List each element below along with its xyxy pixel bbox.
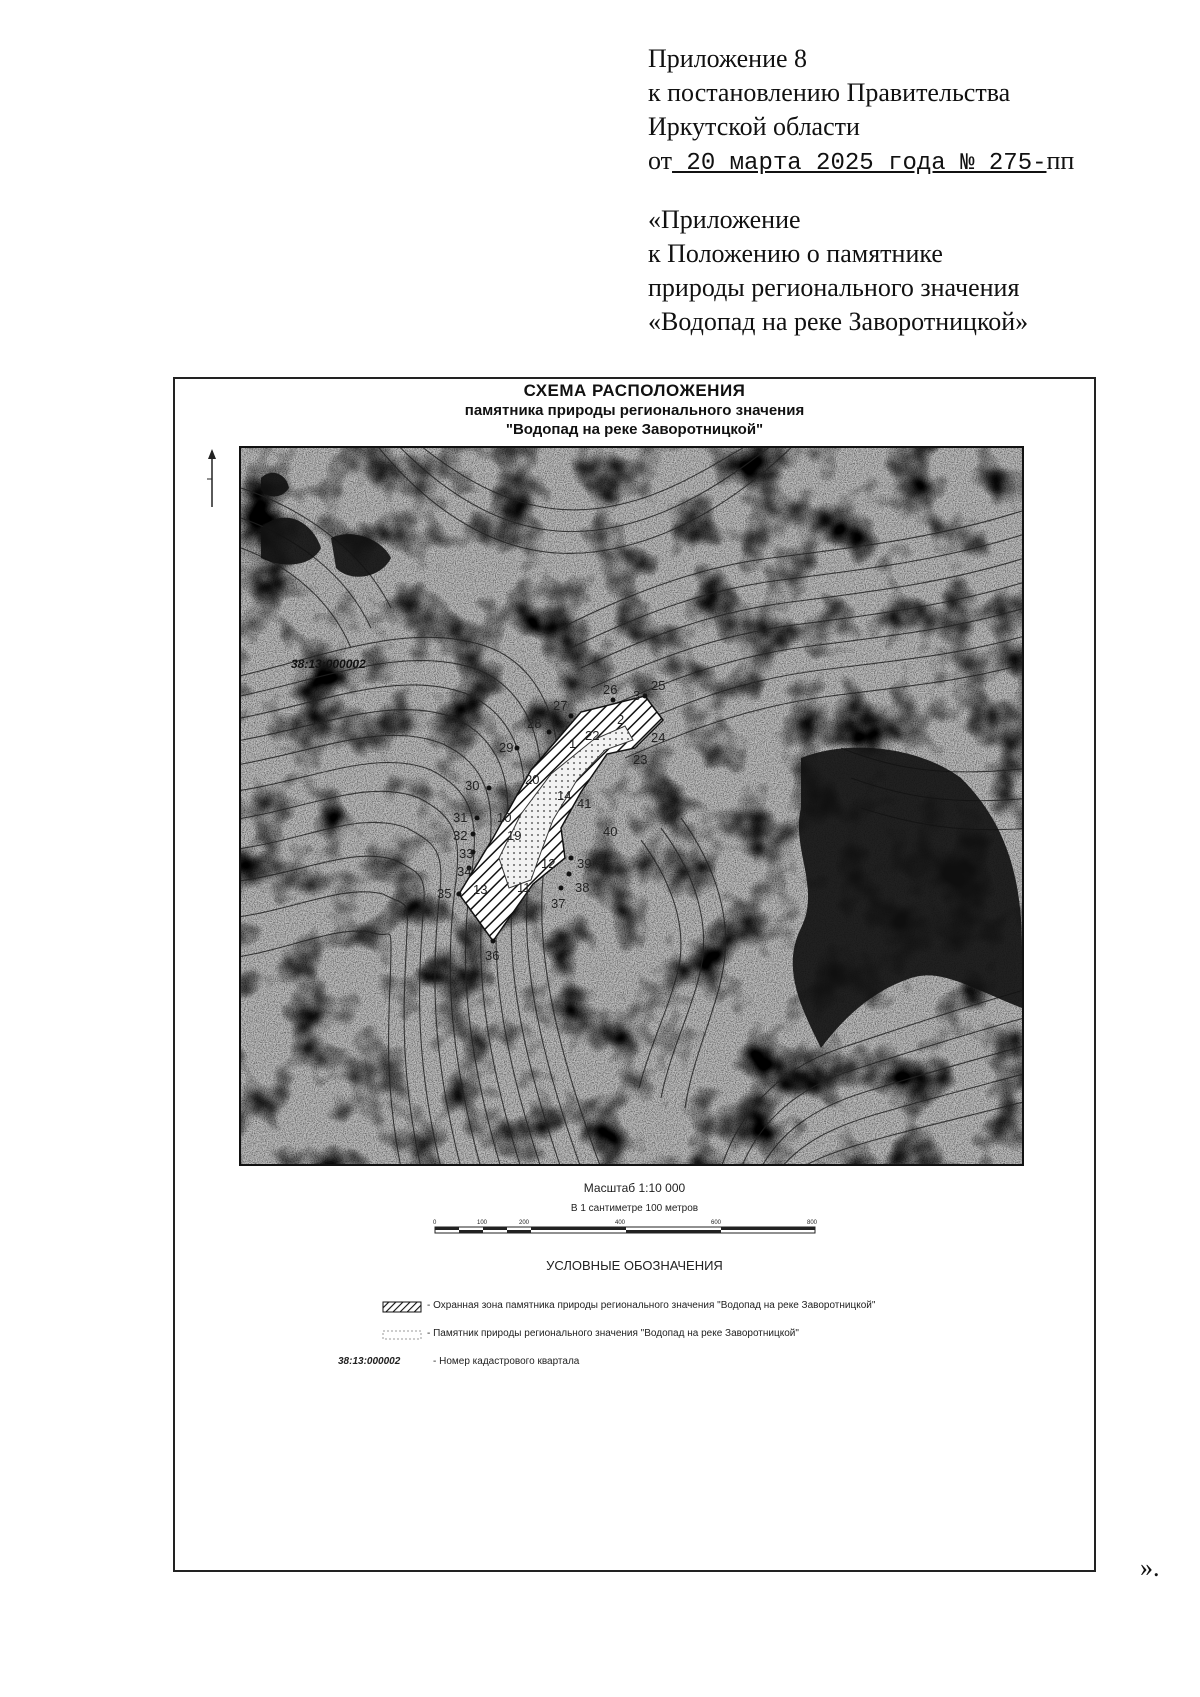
scale-bar: [433, 1217, 833, 1239]
svg-text:24: 24: [651, 730, 666, 745]
svg-text:13: 13: [473, 882, 488, 897]
svg-text:3: 3: [633, 688, 641, 703]
scheme-frame: [173, 377, 1096, 1572]
svg-text:10: 10: [497, 810, 512, 825]
resolution-date-line: [648, 144, 1074, 181]
svg-text:28: 28: [527, 716, 542, 731]
svg-text:30: 30: [465, 778, 480, 793]
region-name: Иркутской области: [648, 112, 860, 141]
svg-text:39: 39: [577, 856, 592, 871]
scale-title: Масштаб 1:10 000: [583, 1181, 686, 1195]
legend-title: УСЛОВНЫЕ ОБОЗНАЧЕНИЯ: [546, 1258, 723, 1273]
monument-name: «Водопад на реке Заворотницкой»: [648, 307, 1029, 336]
map-image: [241, 448, 1022, 1164]
svg-text:40: 40: [603, 824, 618, 839]
document-header: [648, 42, 1074, 339]
svg-text:32: 32: [453, 828, 468, 843]
svg-text:12: 12: [541, 856, 556, 871]
svg-text:22: 22: [585, 728, 600, 743]
svg-text:23: 23: [633, 752, 648, 767]
legend-cadastral: - Номер кадастрового квартала: [433, 1356, 580, 1367]
svg-text:20: 20: [525, 772, 540, 787]
protection-zone-swatch: [382, 1301, 422, 1313]
map-cadastral-label: 38:13:000002: [291, 657, 366, 671]
monument-category: природы регионального значения: [648, 273, 1020, 302]
svg-text:400: 400: [615, 1220, 626, 1226]
svg-text:100: 100: [477, 1220, 488, 1226]
topographic-map: [239, 446, 1024, 1166]
scheme-subtitle: памятника природы регионального значения: [464, 402, 805, 419]
svg-text:600: 600: [711, 1220, 722, 1226]
svg-text:31: 31: [453, 810, 468, 825]
svg-text:38: 38: [575, 880, 590, 895]
svg-text:2: 2: [617, 712, 625, 727]
svg-text:11: 11: [517, 880, 531, 895]
legend-cadastral-code: 38:13:000002: [338, 1356, 401, 1367]
scheme-title: СХЕМА РАСПОЛОЖЕНИЯ: [523, 381, 746, 400]
closing-quote: ».: [1140, 1553, 1160, 1582]
monument-swatch: [382, 1329, 422, 1341]
scale-subtitle: В 1 сантиметре 100 метров: [570, 1203, 699, 1214]
svg-text:800: 800: [807, 1220, 818, 1226]
legend-monument: - Памятник природы регионального значения "Водопад на реке Заворотницкой": [427, 1328, 799, 1339]
resolution-date: 20 марта 2025 года № 275-: [672, 150, 1047, 177]
svg-text:34: 34: [457, 864, 472, 879]
svg-text:19: 19: [507, 828, 522, 843]
svg-text:0: 0: [433, 1220, 437, 1226]
svg-text:37: 37: [551, 896, 566, 911]
regulation-ref: к Положению о памятнике: [648, 239, 943, 268]
svg-text:27: 27: [553, 698, 568, 713]
svg-text:26: 26: [603, 682, 618, 697]
svg-text:25: 25: [651, 678, 666, 693]
scheme-monument-name: "Водопад на реке Заворотницкой": [505, 421, 764, 438]
svg-text:14: 14: [557, 788, 572, 803]
north-arrow-icon: [205, 449, 219, 509]
appendix-number: Приложение 8: [648, 44, 808, 73]
svg-text:1: 1: [569, 736, 577, 751]
legend-protection-zone: - Охранная зона памятника природы регионального значения "Водопад на реке Заворотницкой": [427, 1300, 876, 1311]
date-suffix: пп: [1046, 146, 1075, 175]
svg-text:200: 200: [519, 1220, 530, 1226]
appendix-title: «Приложение: [648, 205, 801, 234]
svg-text:29: 29: [499, 740, 514, 755]
svg-text:33: 33: [459, 846, 474, 861]
date-prefix: от: [648, 146, 673, 175]
svg-text:35: 35: [437, 886, 452, 901]
resolution-ref: к постановлению Правительства: [648, 78, 1011, 107]
svg-text:36: 36: [485, 948, 500, 963]
svg-text:41: 41: [577, 796, 592, 811]
